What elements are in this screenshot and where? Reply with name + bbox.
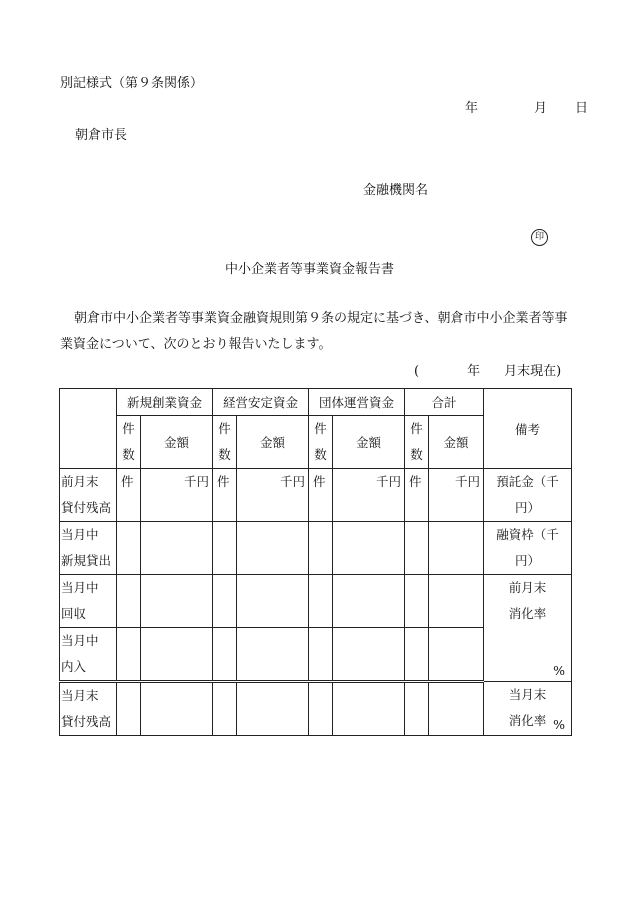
amount-unit: 千円 bbox=[237, 469, 309, 522]
amount-unit: 千円 bbox=[333, 469, 405, 522]
addressee: 朝倉市長 bbox=[75, 128, 128, 143]
count-header: 件 数 bbox=[117, 416, 141, 469]
cell bbox=[213, 522, 237, 575]
row-prev-end bbox=[60, 469, 572, 522]
remark-curr-rate: 当月末 消化率 % bbox=[484, 682, 572, 736]
cell bbox=[405, 575, 429, 628]
group-organization: 団体運営資金 bbox=[309, 389, 405, 416]
count-header: 件 数 bbox=[405, 416, 429, 469]
cell bbox=[141, 628, 213, 682]
cell bbox=[141, 682, 213, 736]
amount-header: 金額 bbox=[237, 416, 309, 469]
cell bbox=[429, 628, 484, 682]
cell bbox=[429, 575, 484, 628]
remark-deposit: 預託金（千 円） bbox=[484, 469, 572, 522]
cell bbox=[237, 522, 309, 575]
group-total: 合計 bbox=[405, 389, 484, 416]
cell bbox=[405, 628, 429, 682]
date-month: 月 bbox=[534, 101, 548, 116]
as-of-month-end: 月末現在) bbox=[504, 364, 562, 379]
row-label: 当月末 貸付残高 bbox=[60, 682, 117, 736]
form-label: 別記様式（第９条関係） bbox=[60, 76, 204, 91]
cell bbox=[213, 628, 237, 682]
cell bbox=[333, 628, 405, 682]
cell bbox=[213, 575, 237, 628]
cell bbox=[117, 682, 141, 736]
as-of-open: ( bbox=[414, 364, 420, 379]
cell bbox=[405, 682, 429, 736]
cell bbox=[117, 575, 141, 628]
remarks-header: 備考 bbox=[484, 389, 572, 469]
row-label: 当月中 新規貸出 bbox=[60, 522, 117, 575]
report-table bbox=[59, 388, 572, 736]
remark-loan-limit: 融資枠（千 円） bbox=[484, 522, 572, 575]
count-unit: 件 bbox=[405, 469, 429, 522]
seal-icon: 印 bbox=[531, 229, 548, 246]
row-label: 当月中 回収 bbox=[60, 575, 117, 628]
cell bbox=[309, 682, 333, 736]
row-label: 前月末 貸付残高 bbox=[60, 469, 117, 522]
cell bbox=[213, 682, 237, 736]
institution-label: 金融機関名 bbox=[363, 183, 429, 198]
count-unit: 件 bbox=[117, 469, 141, 522]
cell bbox=[333, 522, 405, 575]
row-label: 当月中 内入 bbox=[60, 628, 117, 682]
row-curr-end bbox=[60, 682, 572, 736]
amount-header: 金額 bbox=[333, 416, 405, 469]
document-title: 中小企業者等事業資金報告書 bbox=[225, 262, 395, 277]
group-new-business: 新規創業資金 bbox=[117, 389, 213, 416]
percent-sign: % bbox=[553, 717, 566, 732]
corner-cell bbox=[60, 389, 117, 469]
remark-prev-rate: 前月末 消化率 % bbox=[484, 575, 572, 682]
group-stability: 経営安定資金 bbox=[213, 389, 309, 416]
cell bbox=[141, 575, 213, 628]
cell bbox=[429, 682, 484, 736]
cell bbox=[237, 682, 309, 736]
amount-unit: 千円 bbox=[429, 469, 484, 522]
cell bbox=[309, 628, 333, 682]
amount-unit: 千円 bbox=[141, 469, 213, 522]
cell bbox=[405, 522, 429, 575]
count-header: 件 数 bbox=[309, 416, 333, 469]
amount-header: 金額 bbox=[141, 416, 213, 469]
cell bbox=[237, 575, 309, 628]
cell bbox=[309, 575, 333, 628]
cell bbox=[429, 522, 484, 575]
as-of-date bbox=[414, 360, 561, 379]
cell bbox=[117, 628, 141, 682]
count-unit: 件 bbox=[309, 469, 333, 522]
cell bbox=[141, 522, 213, 575]
date-day: 日 bbox=[575, 101, 589, 116]
body-text: 朝倉市中小企業者等事業資金融資規則第９条の規定に基づき、朝倉市中小企業者等事業資金について、次のとおり報告いたします。 bbox=[60, 311, 568, 352]
cell bbox=[333, 575, 405, 628]
date-line bbox=[465, 97, 588, 116]
count-unit: 件 bbox=[213, 469, 237, 522]
row-new-loans bbox=[60, 522, 572, 575]
amount-header: 金額 bbox=[429, 416, 484, 469]
cell bbox=[117, 522, 141, 575]
cell bbox=[237, 628, 309, 682]
date-year: 年 bbox=[465, 101, 479, 116]
count-header: 件 数 bbox=[213, 416, 237, 469]
as-of-year: 年 bbox=[467, 364, 481, 379]
row-collected bbox=[60, 575, 572, 628]
percent-sign: % bbox=[553, 663, 566, 678]
cell bbox=[309, 522, 333, 575]
cell bbox=[333, 682, 405, 736]
